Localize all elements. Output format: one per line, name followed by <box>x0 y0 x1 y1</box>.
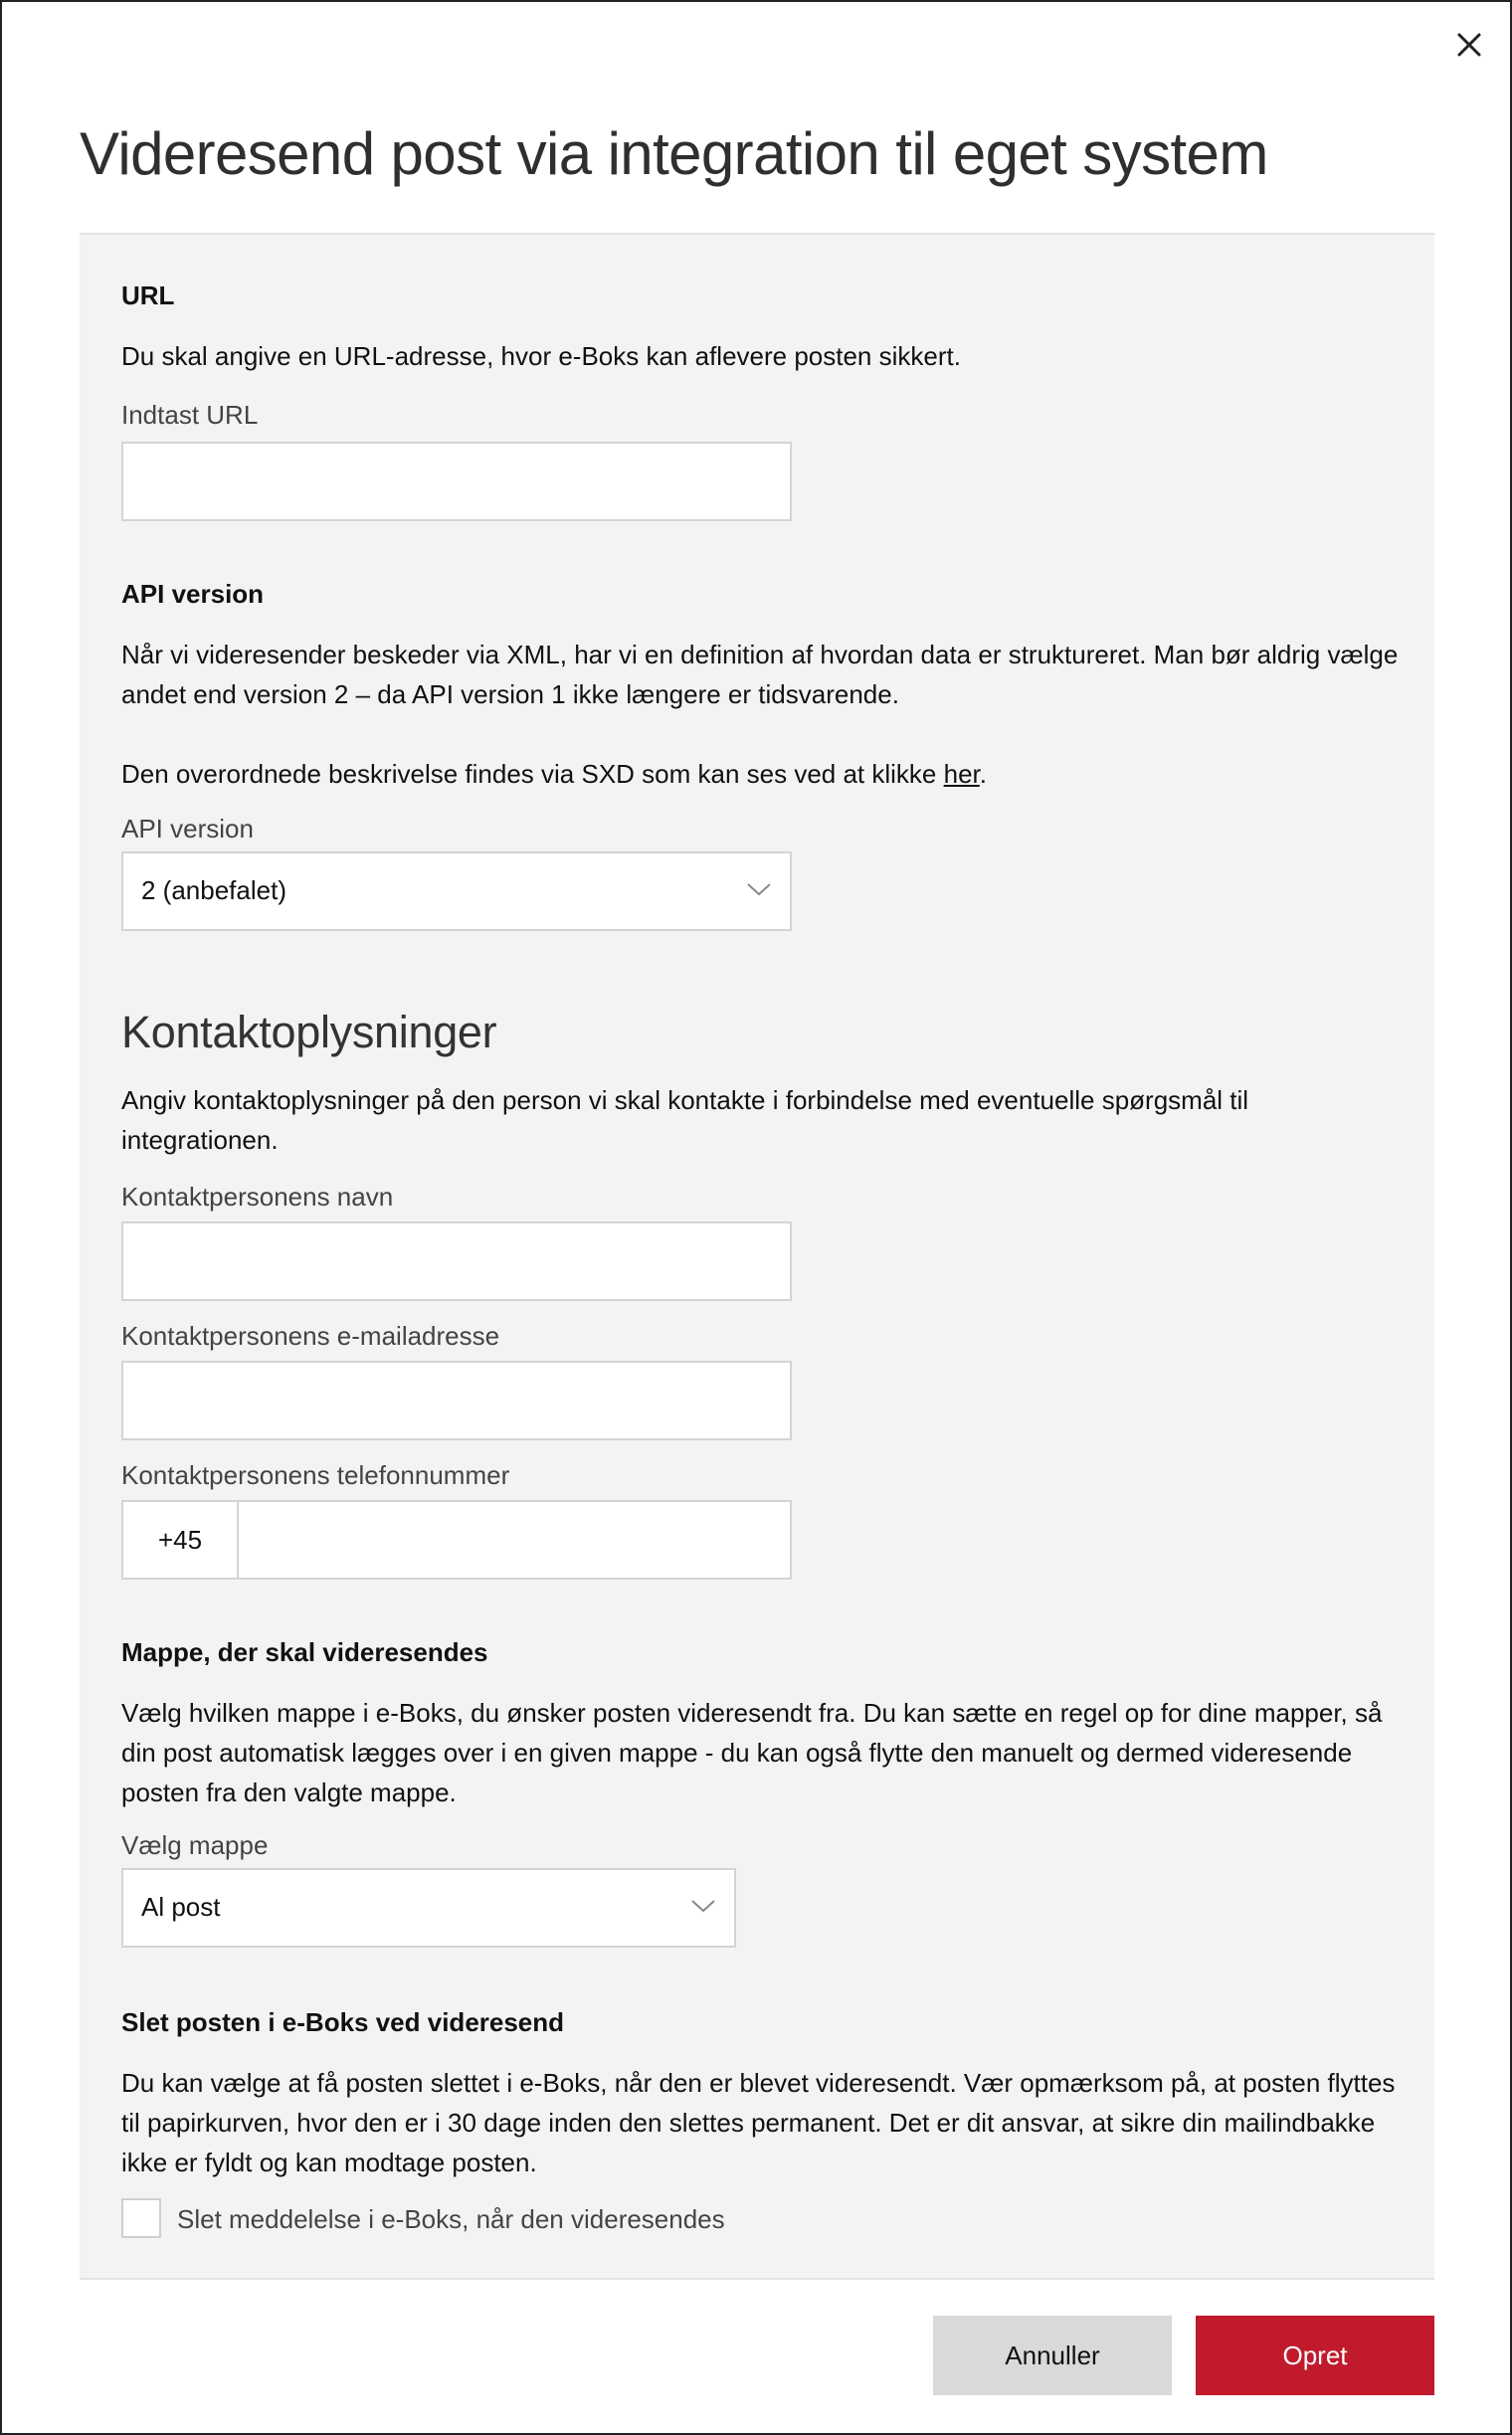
sxd-link[interactable]: her <box>943 759 980 789</box>
delete-checkbox[interactable] <box>121 2198 161 2238</box>
api-sxd-text <box>121 754 1415 794</box>
cancel-button[interactable]: Annuller <box>933 2316 1172 2395</box>
api-description: Når vi videresender beskeder via XML, har vi en definition af hvordan data er struktureret. Man bør aldrig vælge andet end version 2 – da API version 1 ikke længere er tidsvarende. <box>121 640 1399 709</box>
create-button[interactable]: Opret <box>1196 2316 1434 2395</box>
contact-email-label: Kontaktpersonens e-mailadresse <box>121 1321 500 1351</box>
contact-heading: Kontaktoplysninger <box>121 1007 497 1057</box>
chevron-down-icon <box>746 881 772 897</box>
folder-heading: Mappe, der skal videresendes <box>121 1637 488 1667</box>
folder-label: Vælg mappe <box>121 1830 269 1860</box>
contact-phone-label: Kontaktpersonens telefonnummer <box>121 1460 510 1490</box>
dialog-title: Videresend post via integration til eget system <box>80 120 1268 187</box>
phone-input-group <box>121 1500 792 1580</box>
url-heading: URL <box>121 281 175 310</box>
close-button[interactable] <box>1452 28 1486 62</box>
url-label: Indtast URL <box>121 400 259 430</box>
api-heading: API version <box>121 579 265 609</box>
folder-select[interactable] <box>121 1868 736 1948</box>
sxd-end: . <box>979 759 988 789</box>
folder-description: Vælg hvilken mappe i e-Boks, du ønsker posten videresendt fra. Du kan sætte en regel op for dine mapper, så din post automatisk lægges over i en given mappe - du kan også flytte den manuelt og dermed videresende posten fra den valgte mappe. <box>121 1698 1383 1807</box>
delete-description: Du kan vælge at få posten slettet i e-Boks, når den er blevet videresendt. Vær opmærksom på, at posten flyttes til papirkurven, hvor den er i 30 dage inden den slettes permanent. Det er dit ansvar, at sikre din mailindbakke ikke er fyldt og kan modtage posten. <box>121 2068 1396 2177</box>
api-version-value: 2 (anbefalet) <box>141 875 286 905</box>
api-version-select[interactable] <box>121 851 792 931</box>
sxd-text: Den overordnede beskrivelse findes via SXD som kan ses ved at klikke <box>121 759 937 789</box>
url-input[interactable] <box>121 442 792 521</box>
delete-checkbox-label[interactable]: Slet meddelelse i e-Boks, når den videresendes <box>177 2204 725 2234</box>
api-version-label: API version <box>121 814 254 843</box>
form-panel <box>80 233 1434 2280</box>
contact-name-input[interactable] <box>121 1221 792 1301</box>
chevron-down-icon <box>690 1898 716 1914</box>
contact-description: Angiv kontaktoplysninger på den person vi skal kontakte i forbindelse med eventuelle spørgsmål til integrationen. <box>121 1085 1249 1155</box>
contact-email-input[interactable] <box>121 1361 792 1440</box>
close-icon <box>1452 28 1486 62</box>
url-description: Du skal angive en URL-adresse, hvor e-Boks kan aflevere posten sikkert. <box>121 341 961 371</box>
phone-input[interactable] <box>239 1502 790 1578</box>
delete-heading: Slet posten i e-Boks ved videresend <box>121 2007 565 2037</box>
contact-name-label: Kontaktpersonens navn <box>121 1182 394 1212</box>
phone-prefix: +45 <box>123 1502 239 1578</box>
folder-select-value: Al post <box>141 1892 221 1922</box>
